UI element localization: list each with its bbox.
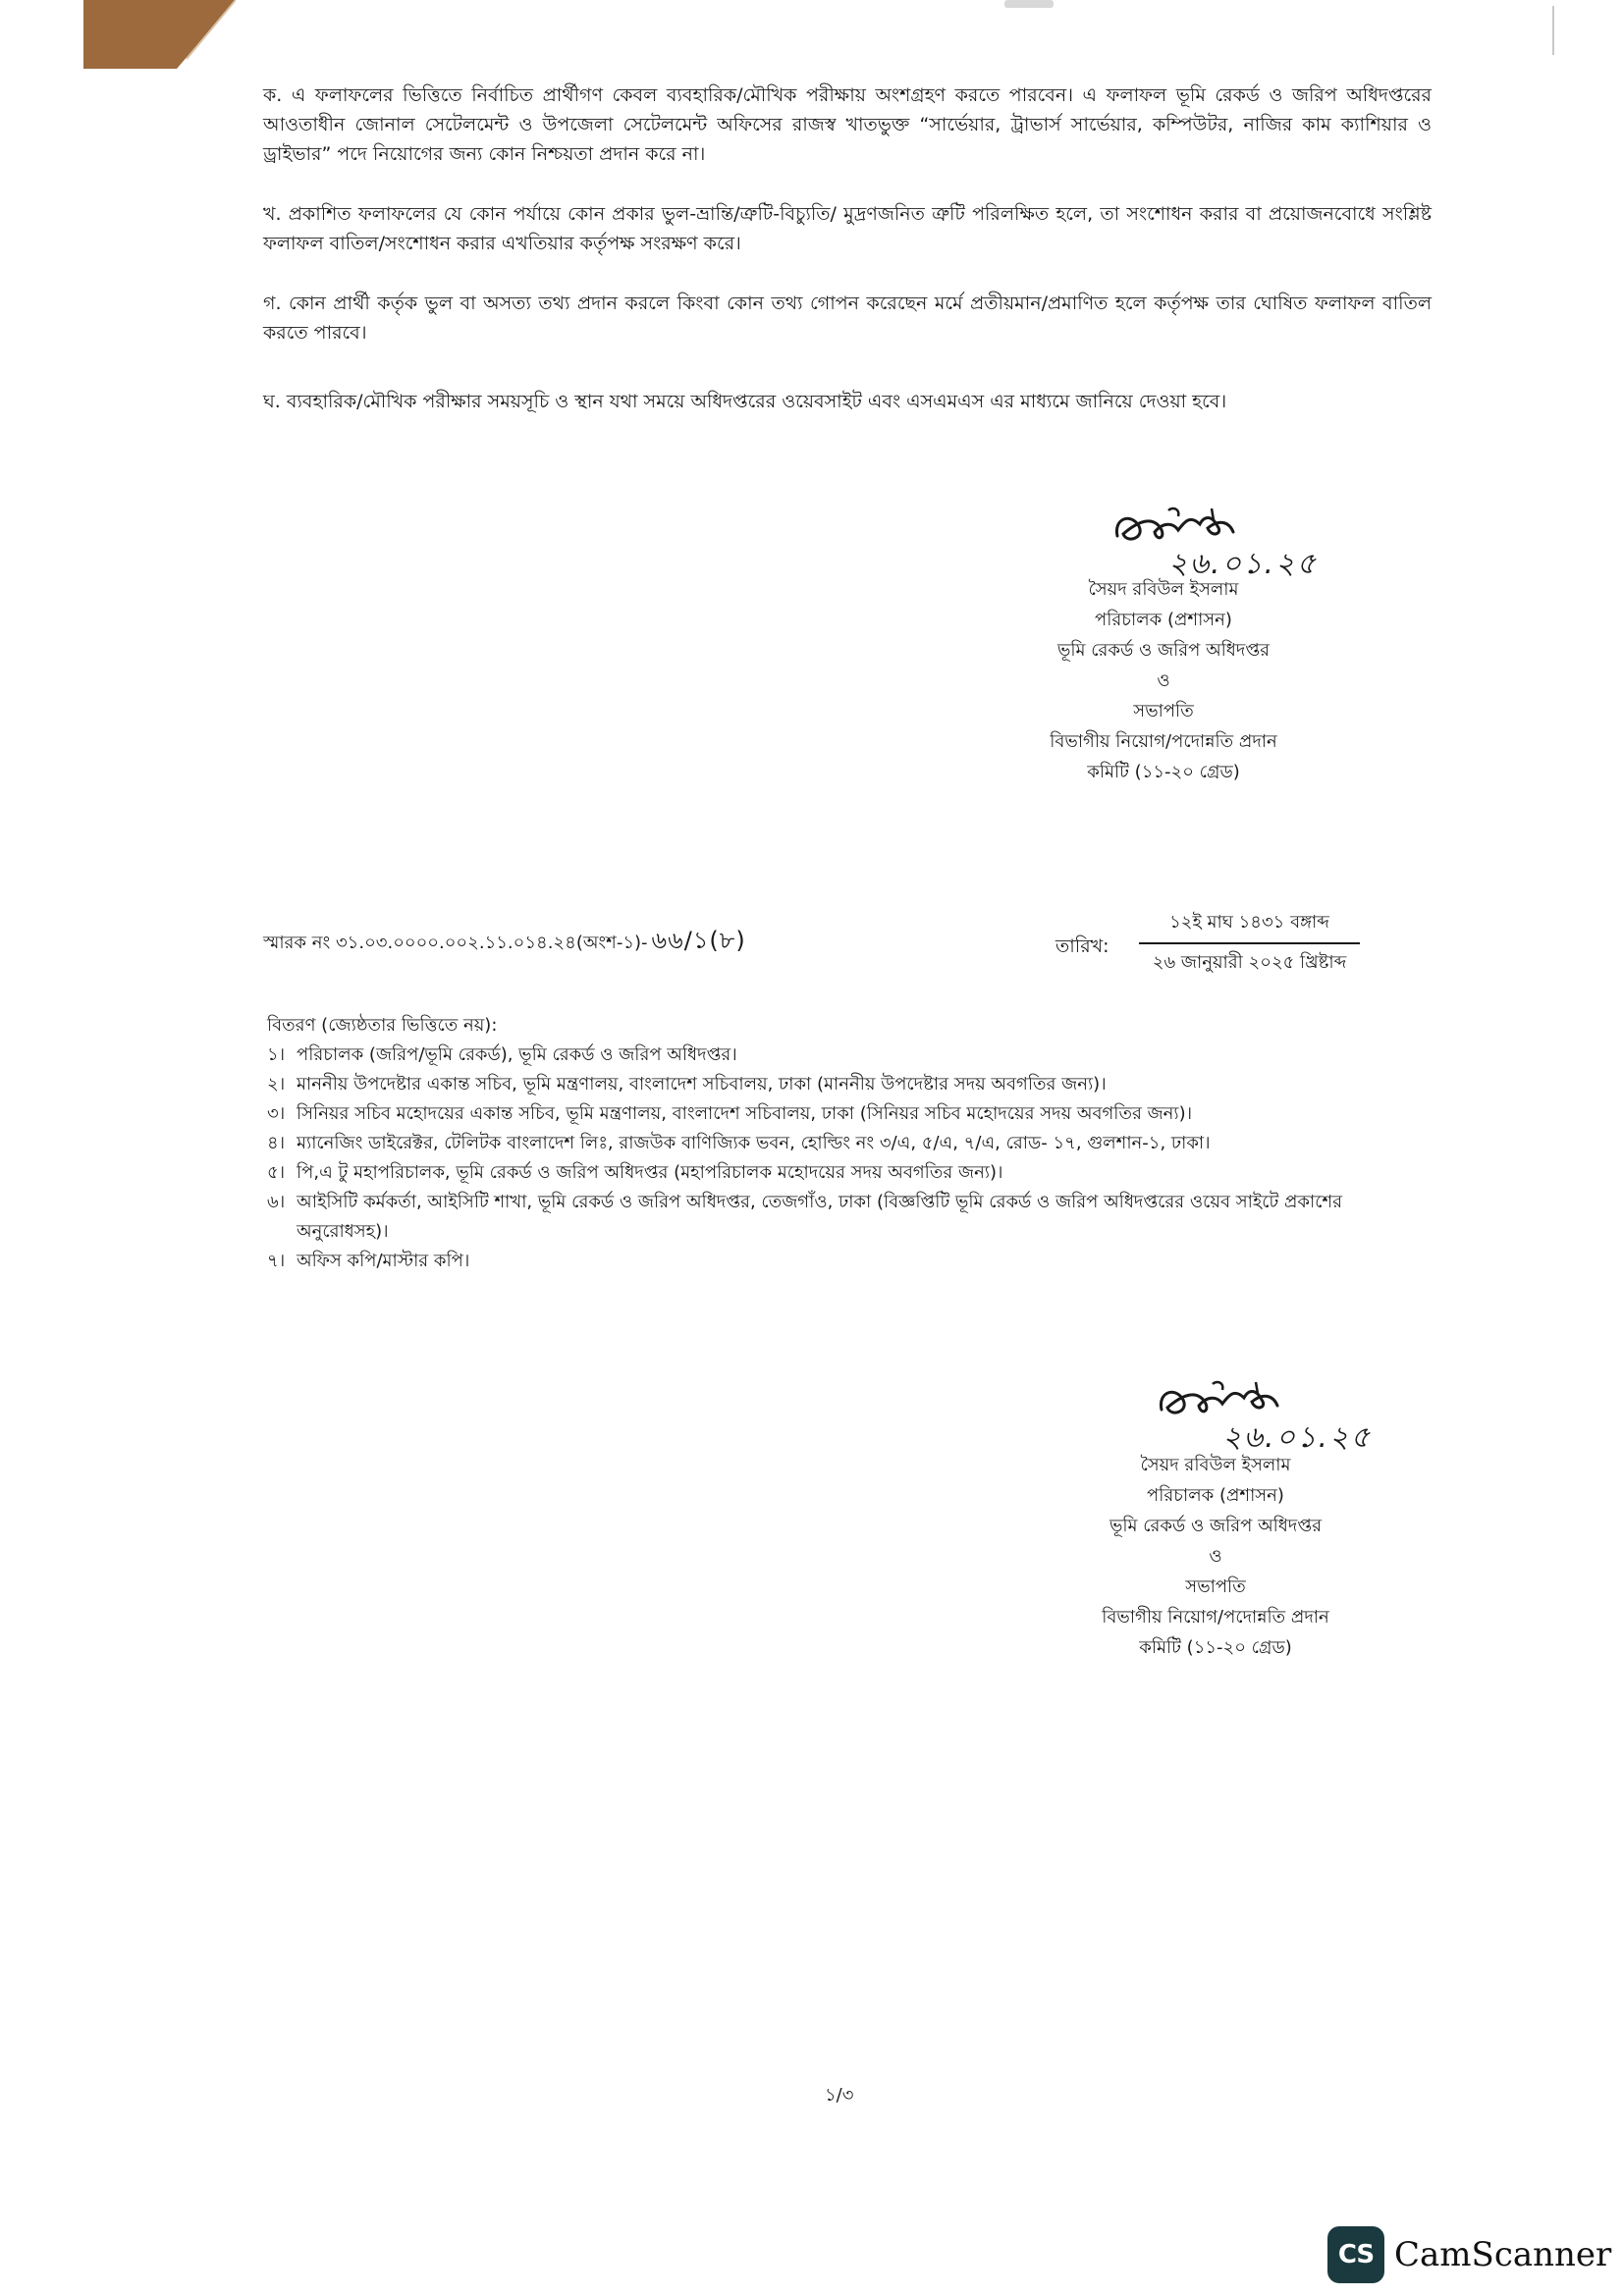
signatory-name: সৈয়দ রবিউল ইসলাম	[1140, 1455, 1291, 1475]
page-number: ১/৩	[825, 2085, 854, 2106]
distribution-heading: বিতরণ (জ্যেষ্ঠতার ভিত্তিতে নয়):	[267, 1015, 498, 1036]
list-item-text: সিনিয়র সচিব মহোদয়ের একান্ত সচিব, ভূমি মন্ত্রণালয়, বাংলাদেশ সচিবালয়, ঢাকা (সিনিয়র সচিব মহোদয়ের সদয় অবগতির জন্য)।	[297, 1103, 1193, 1124]
signature-date: ২৬.০১.২৫	[1222, 1420, 1373, 1455]
signature-date: ২৬.০১.২৫	[1168, 547, 1319, 581]
scan-edge-mark	[1552, 6, 1554, 55]
list-item	[267, 1188, 1435, 1247]
memo-date	[1139, 908, 1360, 979]
memo-number	[263, 923, 746, 962]
list-item	[267, 1247, 1435, 1276]
signatory-block	[997, 574, 1330, 787]
memo-handwritten-number: ৬৬/১(৮)	[651, 927, 746, 954]
list-item-number: ৭।	[267, 1251, 286, 1271]
list-item-text: মাননীয় উপদেষ্টার একান্ত সচিব, ভূমি মন্ত্রণালয়, বাংলাদেশ সচিবালয়, ঢাকা (মাননীয় উপদেষ্টার সদয় অবগতির জন্য)।	[297, 1074, 1107, 1095]
signatory-office: ভূমি রেকর্ড ও জরিপ অধিদপ্তর	[1109, 1516, 1323, 1536]
date-bengali: ১২ই মাঘ ১৪৩১ বঙ্গাব্দ	[1139, 908, 1360, 944]
signatory-committee-grade: কমিটি (১১-২০ গ্রেড)	[1087, 762, 1240, 782]
condition-paragraph-ka: ক. এ ফলাফলের ভিত্তিতে নির্বাচিত প্রার্থীগণ কেবল ব্যবহারিক/মৌখিক পরীক্ষায় অংশগ্রহণ করতে পারবেন। এ ফলাফল ভূমি রেকর্ড ও জরিপ অধিদপ্তরের আওতাধীন জোনাল সেটেলমেন্ট ও উপজেলা সেটেলমেন্ট অফিসের রাজস্ব খাতভুক্ত “সার্ভেয়ার, ট্রাভার্স সার্ভেয়ার, কম্পিউটর, নাজির কাম ক্যাশিয়ার ও ড্রাইভার” পদে নিয়োগের জন্য কোন নিশ্চয়তা প্রদান করে না।	[263, 84, 1432, 165]
date-label: তারিখ:	[1055, 935, 1109, 957]
camscanner-logo-icon: CS	[1327, 2226, 1384, 2283]
scan-smudge	[1004, 0, 1054, 8]
list-item	[267, 1158, 1435, 1188]
list-item-number: ১।	[267, 1044, 286, 1065]
signatory-committee: বিভাগীয় নিয়োগ/পদোন্নতি প্রদান	[1050, 731, 1277, 752]
signatory-committee-grade: কমিটি (১১-২০ গ্রেড)	[1139, 1637, 1292, 1658]
list-item-text: আইসিটি কর্মকর্তা, আইসিটি শাখা, ভূমি রেকর্ড ও জরিপ অধিদপ্তর, তেজগাঁও, ঢাকা (বিজ্ঞপ্তিটি ভূমি রেকর্ড ও জরিপ অধিদপ্তরের ওয়েব সাইটে প্রকাশের অনুরোধসহ)।	[297, 1192, 1343, 1242]
signatory-office: ভূমি রেকর্ড ও জরিপ অধিদপ্তর	[1056, 640, 1271, 661]
signatory-block	[1049, 1450, 1382, 1663]
signatory-committee: বিভাগীয় নিয়োগ/পদোন্নতি প্রদান	[1102, 1607, 1329, 1628]
date-english: ২৬ জানুয়ারী ২০২৫ খ্রিষ্টাব্দ	[1152, 952, 1347, 973]
list-item	[267, 1041, 1435, 1070]
signatory-designation: পরিচালক (প্রশাসন)	[1147, 1485, 1284, 1506]
handwritten-signature	[1154, 1372, 1419, 1461]
signatory-role: সভাপতি	[1185, 1576, 1246, 1597]
signatory-conjunction: ও	[1209, 1546, 1222, 1567]
list-item-text: পি,এ টু মহাপরিচালক, ভূমি রেকর্ড ও জরিপ অধিদপ্তর (মহাপরিচালক মহোদয়ের সদয় অবগতির জন্য)।	[297, 1162, 1003, 1183]
list-item	[267, 1070, 1435, 1099]
list-item-text: পরিচালক (জরিপ/ভূমি রেকর্ড), ভূমি রেকর্ড ও জরিপ অধিদপ্তর।	[297, 1044, 737, 1065]
camscanner-watermark	[1327, 2226, 1611, 2283]
signatory-designation: পরিচালক (প্রশাসন)	[1095, 610, 1232, 630]
signatory-role: সভাপতি	[1133, 701, 1194, 721]
distribution-list	[267, 1011, 1435, 1276]
list-item-number: ৬।	[267, 1192, 286, 1212]
list-item-number: ২।	[267, 1074, 286, 1095]
list-item-number: ৫।	[267, 1162, 286, 1183]
list-item	[267, 1099, 1435, 1129]
camscanner-name: CamScanner	[1394, 2235, 1612, 2274]
folded-page-corner	[0, 0, 236, 69]
list-item	[267, 1129, 1435, 1158]
list-item-number: ৪।	[267, 1133, 286, 1153]
condition-paragraph-ga: গ. কোন প্রার্থী কর্তৃক ভুল বা অসত্য তথ্য প্রদান করলে কিংবা কোন তথ্য গোপন করেছেন মর্মে প্রতীয়মান/প্রমাণিত হলে কর্তৃপক্ষ তার ঘোষিত ফলাফল বাতিল করতে পারবে।	[263, 293, 1432, 344]
condition-paragraph-kha: খ. প্রকাশিত ফলাফলের যে কোন পর্যায়ে কোন প্রকার ভুল-ভ্রান্তি/ত্রুটি-বিচ্যুতি/ মুদ্রণজনিত ত্রুটি পরিলক্ষিত হলে, তা সংশোধন করার বা প্রয়োজনবোধে সংশ্লিষ্ট ফলাফল বাতিল/সংশোধন করার এখতিয়ার কর্তৃপক্ষ সংরক্ষণ করে।	[263, 203, 1432, 254]
condition-paragraph-gha: ঘ. ব্যবহারিক/মৌখিক পরীক্ষার সময়সূচি ও স্থান যথা সময়ে অধিদপ্তরের ওয়েবসাইট এবং এসএমএস এর মাধ্যমে জানিয়ে দেওয়া হবে।	[263, 391, 1227, 412]
list-item-number: ৩।	[267, 1103, 286, 1124]
list-item-text: অফিস কপি/মাস্টার কপি।	[297, 1251, 470, 1271]
list-item-text: ম্যানেজিং ডাইরেক্টর, টেলিটক বাংলাদেশ লিঃ, রাজউক বাণিজ্যিক ভবন, হোল্ডিং নং ৩/এ, ৫/এ, ৭/এ, রোড- ১৭, গুলশান-১, ঢাকা।	[297, 1133, 1211, 1153]
signatory-conjunction: ও	[1157, 670, 1170, 691]
memo-prefix: স্মারক নং ৩১.০৩.০০০০.০০২.১১.০১৪.২৪(অংশ-১)-	[263, 933, 648, 953]
signatory-name: সৈয়দ রবিউল ইসলাম	[1088, 579, 1239, 600]
